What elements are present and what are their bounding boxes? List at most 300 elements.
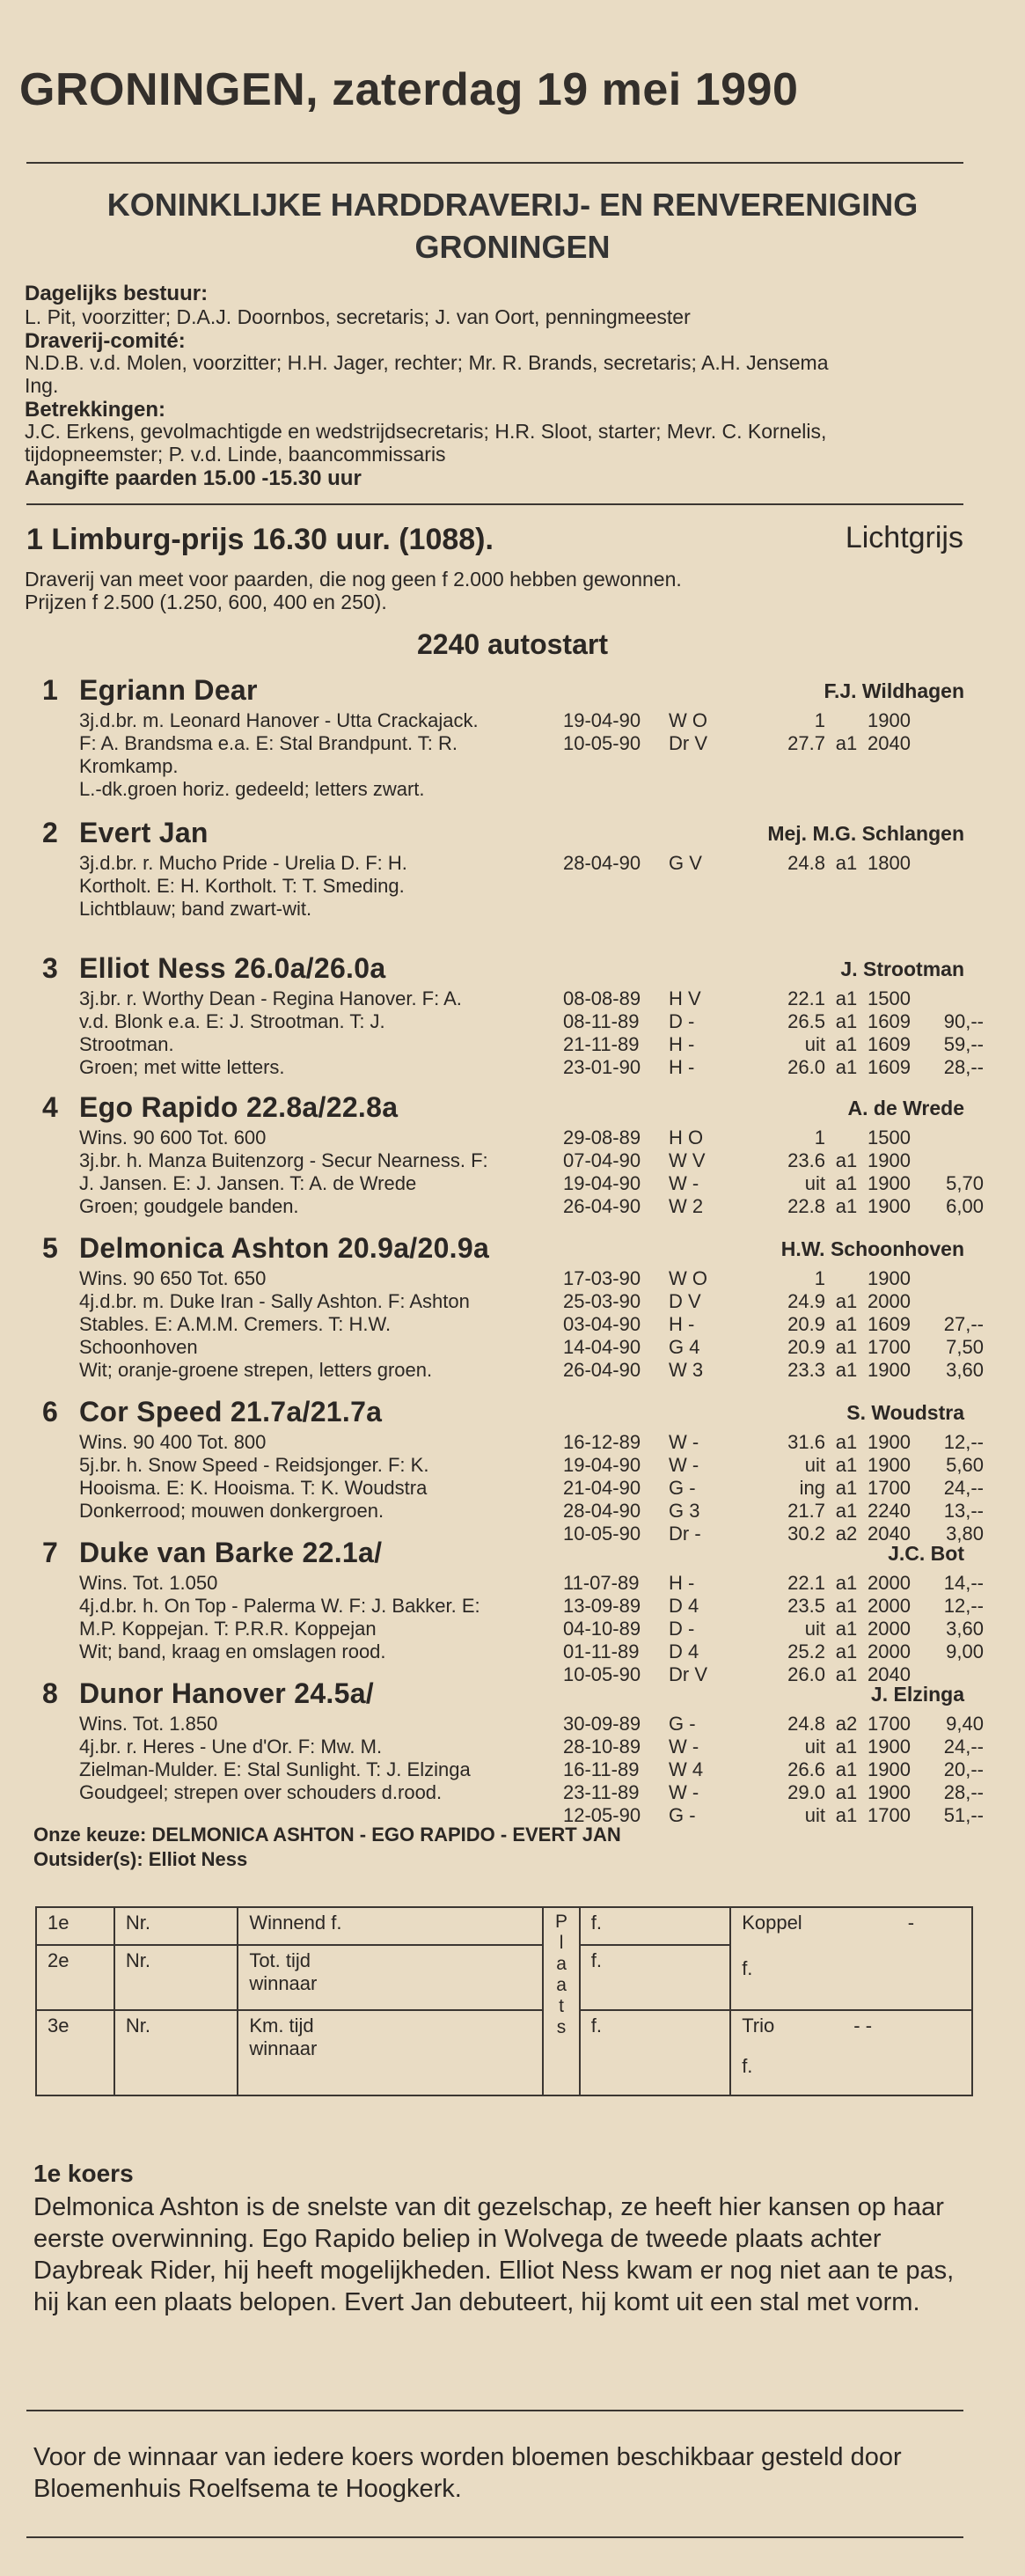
form-cell: 26.6 [787,1758,825,1780]
form-cell: uit [804,1454,825,1476]
form-row [563,1336,984,1359]
form-cell: 12,-- [943,1431,984,1453]
form-cell: a1 [835,1781,858,1803]
form-cell: 27,-- [943,1313,984,1335]
form-row [563,1267,984,1290]
form-cell: 21-11-89 [563,1033,640,1055]
horse-info-line: Wins. 90 400 Tot. 800 [79,1431,267,1453]
form-cell: Dr V [669,1663,707,1685]
betrekkingen-text-2: tijdopneemster; P. v.d. Linde, baancommissaris [25,443,446,466]
form-cell: 12,-- [943,1595,984,1617]
form-cell: uit [804,1736,825,1758]
form-cell: 1609 [868,1010,911,1032]
horse-info-line: Donkerrood; mouwen donkergroen. [79,1500,384,1522]
form-cell: 2240 [868,1500,911,1522]
form-cell: 1500 [868,987,911,1009]
horse-info-line: L.-dk.groen horiz. gedeeld; letters zwart. [79,778,425,800]
form-cell: H - [669,1056,695,1078]
horse-info-line: 4j.d.br. m. Duke Iran - Sally Ashton. F: Ashton [79,1290,470,1312]
horse-info-line: v.d. Blonk e.a. E: J. Strootman. T: J. [79,1010,385,1032]
form-cell: 16-11-89 [563,1758,640,1780]
result-table [35,1906,973,2096]
form-cell: 1 [814,1267,825,1289]
form-cell: 28,-- [943,1056,984,1078]
form-cell: a1 [835,1736,858,1758]
race-description: Draverij van meet voor paarden, die nog geen f 2.000 hebben gewonnen. [25,568,682,591]
horse-name: Ego Rapido 22.8a/22.8a [79,1091,399,1123]
nr-cell: Nr. [114,1907,238,1945]
form-cell: Dr - [669,1523,701,1545]
form-row [563,1149,984,1172]
form-cell: 31.6 [787,1431,825,1453]
horse-trainer: H.W. Schoonhoven [780,1237,964,1260]
form-cell: 5,60 [946,1454,984,1476]
form-cell: 25.2 [787,1640,825,1662]
form-cell: 04-10-89 [563,1618,641,1640]
form-cell: 24.9 [787,1290,825,1312]
horse-info-line: Kortholt. E: H. Kortholt. T: T. Smeding. [79,875,405,897]
form-cell: 26.5 [787,1010,825,1032]
form-cell: 1900 [868,1736,911,1758]
form-cell: 9,40 [946,1713,984,1735]
horse-number: 8 [42,1677,58,1709]
form-cell: 1900 [868,1454,911,1476]
form-cell: G - [669,1477,696,1499]
form-row [563,1736,984,1758]
form-cell: H - [669,1033,695,1055]
horse-info-line: Wins. 90 600 Tot. 600 [79,1127,267,1149]
horse-trainer: A. de Wrede [847,1097,964,1119]
form-cell: 2040 [868,1523,911,1545]
form-cell: 22.8 [787,1195,825,1217]
form-row [563,1033,984,1056]
form-cell: 1900 [868,1267,911,1289]
race-distance: 2240 autostart [417,628,608,660]
form-cell: 1800 [868,852,911,874]
form-cell: 27.7 [787,732,825,754]
form-cell: 22.1 [787,1572,825,1594]
divider [26,503,963,505]
form-cell: 30-09-89 [563,1713,641,1735]
form-cell: 19-04-90 [563,1454,641,1476]
horse-info-line: 4j.d.br. h. On Top - Palerma W. F: J. Bakker. E: [79,1595,480,1617]
form-cell: 13-09-89 [563,1595,641,1617]
form-cell: 24.8 [787,852,825,874]
form-cell: a2 [835,1523,858,1545]
form-cell: 25-03-90 [563,1290,641,1312]
bestuur-text: L. Pit, voorzitter; D.A.J. Doornbos, secretaris; J. van Oort, penningmeester [25,305,691,328]
form-cell: a1 [835,1149,858,1171]
comite-text-2: Ing. [25,374,59,397]
form-cell: 2000 [868,1618,911,1640]
horse-info-line: Wins. 90 650 Tot. 650 [79,1267,267,1289]
horse-info-line: Kromkamp. [79,755,179,777]
horse-info-line: Strootman. [79,1033,174,1055]
plaats-f-1: f. [580,1907,730,1945]
form-cell: 3,60 [946,1359,984,1381]
form-row [563,1713,984,1736]
form-cell: a1 [835,1477,858,1499]
form-row [563,1195,984,1218]
form-row [563,1640,984,1663]
form-row [563,1431,984,1454]
horse-info-line: Stables. E: A.M.M. Cremers. T: H.W. [79,1313,392,1335]
form-cell: 10-05-90 [563,1663,641,1685]
form-cell: G - [669,1804,696,1826]
comment-heading: 1e koers [33,2160,134,2187]
form-cell: 07-04-90 [563,1149,641,1171]
form-cell: 2000 [868,1595,911,1617]
horse-trainer: S. Woudstra [846,1401,964,1424]
horse-info-line: Wins. Tot. 1.050 [79,1572,218,1594]
form-cell: 14,-- [943,1572,984,1594]
form-cell: a1 [835,1595,858,1617]
form-cell: 16-12-89 [563,1431,641,1453]
form-cell: a1 [835,1640,858,1662]
comite-label: Draverij-comité: [25,329,186,353]
horse-trainer: J. Strootman [840,958,964,980]
form-cell: G 4 [669,1336,700,1358]
form-cell: a1 [835,1033,858,1055]
form-cell: 5,70 [946,1172,984,1194]
form-cell: H - [669,1572,695,1594]
page-title: GRONINGEN, zaterdag 19 mei 1990 [19,64,799,115]
form-cell: W - [669,1172,699,1194]
form-cell: 2000 [868,1572,911,1594]
form-cell: 1 [814,709,825,731]
form-cell: a1 [835,1172,858,1194]
form-cell: 21.7 [787,1500,825,1522]
horse-info-line: Groen; met witte letters. [79,1056,285,1078]
form-cell: 1900 [868,1758,911,1780]
form-cell: 1700 [868,1713,911,1735]
horse-name: Duke van Barke 22.1a/ [79,1537,383,1568]
form-row [563,1572,984,1595]
form-cell: 30.2 [787,1523,825,1545]
form-cell: ing [799,1477,825,1499]
horse-info-line: 3j.br. r. Worthy Dean - Regina Hanover. F: A. [79,987,462,1009]
race-title: 1 Limburg-prijs 16.30 uur. (1088). [26,523,494,556]
form-row [563,1172,984,1195]
form-cell: 1609 [868,1033,911,1055]
form-cell: 2000 [868,1640,911,1662]
form-row [563,709,984,732]
form-cell: 23-01-90 [563,1056,641,1078]
form-cell: a1 [835,1195,858,1217]
horse-trainer: J.C. Bot [888,1542,964,1565]
form-row [563,1056,984,1079]
form-cell: a1 [835,1313,858,1335]
form-row [563,852,984,875]
tot-tijd-label: Tot. tijd winnaar [238,1945,543,2010]
horse-name: Elliot Ness 26.0a/26.0a [79,952,386,984]
bestuur-label: Dagelijks bestuur: [25,282,209,305]
horse-name: Delmonica Ashton 20.9a/20.9a [79,1232,490,1264]
form-cell: 26.0 [787,1056,825,1078]
form-cell: 6,00 [946,1195,984,1217]
form-cell: 1900 [868,1781,911,1803]
horse-number: 3 [42,952,58,984]
horse-info-line: J. Jansen. E: J. Jansen. T: A. de Wrede [79,1172,417,1194]
organization-name: KONINKLIJKE HARDDRAVERIJ- EN RENVERENIGING [106,187,919,223]
form-cell: a1 [835,1010,858,1032]
form-cell: a1 [835,1431,858,1453]
form-cell: H O [669,1127,704,1149]
km-tijd-label: Km. tijd winnaar [238,2010,543,2096]
form-cell: a1 [835,852,858,874]
race-color: Lichtgrijs [845,521,963,554]
form-row [563,1290,984,1313]
form-cell: 23.3 [787,1359,825,1381]
horse-name: Evert Jan [79,817,209,848]
form-cell: 11-07-89 [563,1572,640,1594]
form-cell: 19-04-90 [563,709,641,731]
form-cell: 28-10-89 [563,1736,641,1758]
form-cell: 28-04-90 [563,852,641,874]
our-choice: Onze keuze: DELMONICA ASHTON - EGO RAPIDO - EVERT JAN [33,1824,621,1846]
form-row [563,1010,984,1033]
form-cell: W O [669,709,707,731]
horse-number: 2 [42,817,58,848]
form-cell: 1609 [868,1313,911,1335]
place-third: 3e [36,2010,114,2096]
form-cell: 20.9 [787,1336,825,1358]
form-cell: 24,-- [943,1477,984,1499]
form-cell: D 4 [669,1640,699,1662]
form-cell: 2040 [868,732,911,754]
comment-text: Delmonica Ashton is de snelste van dit gezelschap, ze heeft hier kansen op haar eerste overwinning. Ego Rapido beliep in Wolvega de tweede plaats achter Daybreak Rider, hij heeft mogelijkheden. Elliot Ness kwam er nog niet aan te pas, hij kan een plaats belopen. Evert Jan debuteert, hij komt uit een stal met vorm. [33,2193,955,2316]
horse-info-line: Lichtblauw; band zwart-wit. [79,898,312,920]
form-row [563,1477,984,1500]
form-cell: a2 [835,1713,858,1735]
horse-info-line: Wit; oranje-groene strepen, letters groen. [79,1359,433,1381]
form-cell: 1900 [868,1359,911,1381]
race-prizes: Prijzen f 2.500 (1.250, 600, 400 en 250). [25,591,387,613]
form-cell: G V [669,852,702,874]
horse-name: Dunor Hanover 24.5a/ [79,1677,374,1709]
plaats-column: P l a a t s [543,1907,579,2095]
form-cell: 1609 [868,1056,911,1078]
form-cell: 3,60 [946,1618,984,1640]
form-cell: 2040 [868,1663,911,1685]
horse-info-line: 4j.br. r. Heres - Une d'Or. F: Mw. M. [79,1736,383,1758]
form-cell: a1 [835,1056,858,1078]
form-cell: 1700 [868,1336,911,1358]
betrekkingen-text: J.C. Erkens, gevolmachtigde en wedstrijdsecretaris; H.R. Sloot, starter; Mevr. C. Kornelis, [25,420,827,443]
form-cell: G 3 [669,1500,700,1522]
form-cell: 23-11-89 [563,1781,640,1803]
form-cell: W 2 [669,1195,704,1217]
form-cell: 03-04-90 [563,1313,641,1335]
form-cell: 1900 [868,1195,911,1217]
form-row [563,1618,984,1640]
horse-info-line: 3j.br. h. Manza Buitenzorg - Secur Nearness. F: [79,1149,488,1171]
form-cell: 10-05-90 [563,732,641,754]
form-cell: 08-11-89 [563,1010,640,1032]
form-row [563,1500,984,1523]
form-cell: a1 [835,1290,858,1312]
form-cell: W - [669,1454,699,1476]
form-cell: a1 [835,1359,858,1381]
form-cell: a1 [835,1618,858,1640]
horse-info-line: Wins. Tot. 1.850 [79,1713,218,1735]
horse-info-line: 5j.br. h. Snow Speed - Reidsjonger. F: K. [79,1454,429,1476]
form-row [563,1804,984,1827]
form-cell: a1 [835,1572,858,1594]
form-row [563,732,984,755]
plaats-f-3: f. [580,2010,730,2096]
form-cell: 51,-- [943,1804,984,1826]
form-cell: a1 [835,987,858,1009]
footer-notice: Voor de winnaar van iedere koers worden bloemen beschikbaar gesteld door Bloemenhuis Roelfsema te Hoogkerk. [33,2443,902,2503]
horse-info-line: Groen; goudgele banden. [79,1195,299,1217]
form-cell: 23.5 [787,1595,825,1617]
horse-number: 1 [42,674,58,706]
divider [26,2536,963,2538]
horse-number: 4 [42,1091,58,1123]
form-row [563,1595,984,1618]
horse-name: Egriann Dear [79,674,258,706]
horse-info-line: M.P. Koppejan. T: P.R.R. Koppejan [79,1618,377,1640]
form-cell: 01-11-89 [563,1640,640,1662]
form-cell: 22.1 [787,987,825,1009]
form-cell: 21-04-90 [563,1477,641,1499]
form-cell: a1 [835,732,858,754]
form-cell: 90,-- [943,1010,984,1032]
form-cell: 29-08-89 [563,1127,641,1149]
form-cell: 13,-- [943,1500,984,1522]
form-cell: a1 [835,1804,858,1826]
form-cell: W O [669,1267,707,1289]
form-cell: uit [804,1172,825,1194]
place-second: 2e [36,1945,114,2010]
comite-text: N.D.B. v.d. Molen, voorzitter; H.H. Jager, rechter; Mr. R. Brands, secretaris; A.H. Jensema [25,351,829,374]
divider [26,2410,963,2411]
form-row [563,1359,984,1382]
form-cell: 1900 [868,1172,911,1194]
form-cell: uit [804,1033,825,1055]
form-cell: 7,50 [946,1336,984,1358]
form-cell: 1700 [868,1804,911,1826]
form-cell: D - [669,1618,695,1640]
horse-number: 5 [42,1232,58,1264]
form-row [563,1781,984,1804]
form-cell: a1 [835,1500,858,1522]
form-cell: Dr V [669,732,707,754]
form-cell: a1 [835,1663,858,1685]
form-cell: W 3 [669,1359,704,1381]
horse-number: 7 [42,1537,58,1568]
form-cell: 28-04-90 [563,1500,641,1522]
form-cell: D 4 [669,1595,699,1617]
horse-info-line: Hooisma. E: K. Hooisma. T: K. Woudstra [79,1477,428,1499]
form-cell: W - [669,1431,699,1453]
horse-info-line: F: A. Brandsma e.a. E: Stal Brandpunt. T: R. [79,732,458,754]
form-cell: 10-05-90 [563,1523,641,1545]
form-cell: 26-04-90 [563,1359,641,1381]
form-cell: 1 [814,1127,825,1149]
form-cell: 26-04-90 [563,1195,641,1217]
form-cell: 08-08-89 [563,987,641,1009]
form-cell: a1 [835,1758,858,1780]
form-row [563,1758,984,1781]
horse-info-line: Zielman-Mulder. E: Stal Sunlight. T: J. Elzinga [79,1758,471,1780]
form-cell: 12-05-90 [563,1804,641,1826]
form-cell: D - [669,1010,695,1032]
form-cell: uit [804,1804,825,1826]
form-cell: 3,80 [946,1523,984,1545]
form-cell: 19-04-90 [563,1172,641,1194]
koppel-cell: Koppel - f. [730,1907,972,2010]
form-cell: 1700 [868,1477,911,1499]
form-cell: 20.9 [787,1313,825,1335]
form-cell: H V [669,987,701,1009]
form-cell: 20,-- [943,1758,984,1780]
trio-cell: Trio - - f. [730,2010,972,2096]
nr-cell: Nr. [114,1945,238,2010]
horse-info-line: Goudgeel; strepen over schouders d.rood. [79,1781,443,1803]
form-cell: 1900 [868,1149,911,1171]
horse-info-line: 3j.d.br. m. Leonard Hanover - Utta Crackajack. [79,709,479,731]
form-cell: W 4 [669,1758,704,1780]
horse-trainer: Mej. M.G. Schlangen [767,822,964,845]
form-cell: a1 [835,1336,858,1358]
form-row [563,1313,984,1336]
horse-info-line: Schoonhoven [79,1336,198,1358]
form-cell: G - [669,1713,696,1735]
divider [26,162,963,164]
form-cell: 17-03-90 [563,1267,641,1289]
outsiders: Outsider(s): Elliot Ness [33,1848,248,1870]
winnend-label: Winnend f. [238,1907,543,1945]
form-cell: uit [804,1618,825,1640]
form-cell: a1 [835,1454,858,1476]
form-row [563,1454,984,1477]
nr-cell: Nr. [114,2010,238,2096]
form-cell: 59,-- [943,1033,984,1055]
form-cell: 14-04-90 [563,1336,641,1358]
form-row [563,987,984,1010]
betrekkingen-label: Betrekkingen: [25,398,166,422]
horse-info-line: 3j.d.br. r. Mucho Pride - Urelia D. F: H. [79,852,407,874]
form-cell: 9,00 [946,1640,984,1662]
organization-city: GRONINGEN [414,229,611,265]
form-cell: 29.0 [787,1781,825,1803]
horse-trainer: J. Elzinga [870,1683,964,1706]
form-cell: 1900 [868,1431,911,1453]
form-cell: W V [669,1149,706,1171]
place-first: 1e [36,1907,114,1945]
form-cell: 2000 [868,1290,911,1312]
form-cell: 23.6 [787,1149,825,1171]
horse-info-line: Wit; band, kraag en omslagen rood. [79,1640,386,1662]
form-cell: 1900 [868,709,911,731]
form-cell: 1500 [868,1127,911,1149]
form-cell: D V [669,1290,701,1312]
form-row [563,1127,984,1149]
horse-number: 6 [42,1396,58,1427]
plaats-f-2: f. [580,1945,730,2010]
horse-trainer: F.J. Wildhagen [824,679,964,702]
form-cell: W - [669,1736,699,1758]
aangifte-text: Aangifte paarden 15.00 -15.30 uur [25,466,362,490]
form-cell: W - [669,1781,699,1803]
form-cell: H - [669,1313,695,1335]
form-cell: 24.8 [787,1713,825,1735]
horse-name: Cor Speed 21.7a/21.7a [79,1396,383,1427]
form-cell: 24,-- [943,1736,984,1758]
form-cell: 28,-- [943,1781,984,1803]
